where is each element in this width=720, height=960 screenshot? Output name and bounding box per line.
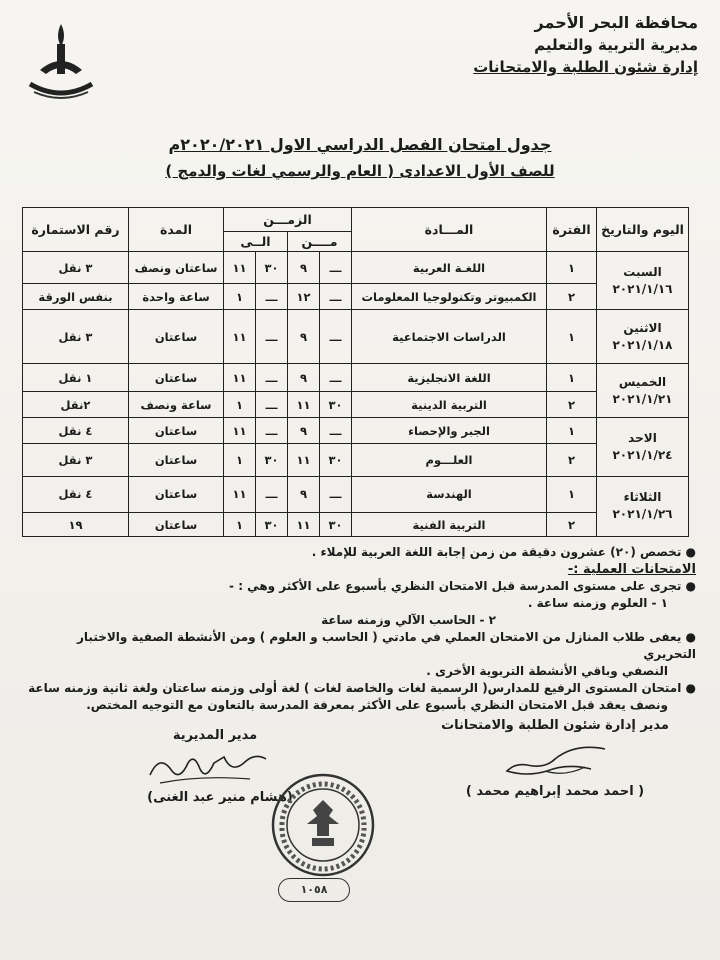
to-hour-cell: ١١: [224, 252, 256, 284]
form-cell: ٣ نقل: [23, 310, 129, 364]
form-cell: ٢نقل: [23, 392, 129, 418]
table-row: [23, 513, 689, 537]
note-high-level-cont: ونصف يعقد قبل الامتحان النظري بأسبوع على الأكثر بمعرفة المدرسة بالتعاون مع التوجيه المختص.: [86, 698, 668, 712]
from-minute-cell: ـــ: [320, 252, 352, 284]
duration-cell: ساعتان: [129, 364, 224, 392]
duration-cell: ساعتان ونصف: [129, 252, 224, 284]
header-period: الفترة: [547, 208, 597, 252]
subject-cell: التربية الفنية: [352, 513, 547, 537]
period-cell: ٢: [547, 513, 597, 537]
table-row: [23, 444, 689, 476]
directorate-manager-title: مدير المديرية: [172, 728, 258, 743]
period-cell: ١: [547, 364, 597, 392]
to-hour-cell: ١: [224, 392, 256, 418]
table-row: [23, 418, 689, 444]
to-minute-cell: ٣٠: [256, 513, 288, 537]
note-high-level: ● امتحان المستوى الرفيع للمدارس( الرسمية لغات والخاصة لغات ) لغة أولى وزمنه ساعتان ولغة ثانية وزمنه ساعة: [28, 681, 696, 695]
department-name: إدارة شئون الطلبة والامتحانات: [473, 58, 698, 76]
from-hour-cell: ١١: [288, 392, 320, 418]
handwritten-signature-icon: [485, 735, 625, 779]
subject-cell: العلـــوم: [352, 444, 547, 476]
period-cell: ١: [547, 418, 597, 444]
to-hour-cell: ١١: [224, 476, 256, 513]
table-row: [23, 476, 689, 513]
subject-cell: الدراسات الاجتماعية: [352, 310, 547, 364]
to-minute-cell: ـــ: [256, 364, 288, 392]
period-cell: ٢: [547, 284, 597, 310]
duration-cell: ساعتان: [129, 513, 224, 537]
duration-cell: ساعتان: [129, 444, 224, 476]
period-cell: ١: [547, 252, 597, 284]
subject-cell: اللغـة العربية: [352, 252, 547, 284]
from-hour-cell: ٩: [288, 476, 320, 513]
form-cell: ١ نقل: [23, 364, 129, 392]
from-hour-cell: ٩: [288, 418, 320, 444]
title-line-2: للصف الأول الاعدادى ( العام والرسمي لغات والدمج ): [165, 162, 555, 180]
affairs-manager-title: مدير إدارة شئون الطلبة والامتحانات: [441, 718, 669, 733]
to-hour-cell: ١١: [224, 310, 256, 364]
day-cell: الخميس ٢٠٢١/١/٢١: [597, 364, 689, 418]
note-arabic-dictation: ● تخصص (٢٠) عشرون دقيقة من زمن إجابة اللغة العربية للإملاء .: [311, 545, 696, 559]
directorate-logo-icon: [20, 18, 102, 104]
subject-cell: الهندسة: [352, 476, 547, 513]
document-title: [150, 132, 570, 184]
exam-schedule-table: [22, 207, 689, 537]
header-time: الزمـــن: [224, 208, 352, 232]
from-hour-cell: ١١: [288, 444, 320, 476]
to-minute-cell: ـــ: [256, 392, 288, 418]
subject-cell: الكمبيوتر وتكنولوجيا المعلومات: [352, 284, 547, 310]
note-home-students-cont: النصفي وباقي الأنشطة التربوية الأخرى .: [426, 664, 668, 678]
official-stamp-icon: [268, 770, 378, 880]
from-minute-cell: ـــ: [320, 310, 352, 364]
practical-exams-heading: الامتحانات العملية :-: [567, 562, 696, 577]
to-hour-cell: ١: [224, 513, 256, 537]
duration-cell: ساعة واحدة: [129, 284, 224, 310]
header-duration: المدة: [129, 208, 224, 252]
duration-cell: ساعتان: [129, 310, 224, 364]
from-hour-cell: ٩: [288, 310, 320, 364]
table-row: [23, 392, 689, 418]
form-cell: ٣ نقل: [23, 252, 129, 284]
duration-cell: ساعة ونصف: [129, 392, 224, 418]
period-cell: ٢: [547, 392, 597, 418]
header-to: الــى: [224, 232, 288, 252]
table-row: [23, 252, 689, 284]
to-hour-cell: ١١: [224, 418, 256, 444]
to-minute-cell: ـــ: [256, 310, 288, 364]
to-minute-cell: ـــ: [256, 284, 288, 310]
form-cell: ٣ نقل: [23, 444, 129, 476]
header-subject: المـــادة: [352, 208, 547, 252]
day-cell: الاحد ٢٠٢١/١/٢٤: [597, 418, 689, 476]
form-cell: بنفس الورقة: [23, 284, 129, 310]
subject-cell: الجبر والإحصاء: [352, 418, 547, 444]
note-practical-science: ١ - العلوم وزمنه ساعة .: [527, 596, 668, 610]
day-cell: الثلاثاء ٢٠٢١/١/٢٦: [597, 476, 689, 537]
to-minute-cell: ـــ: [256, 476, 288, 513]
directorate-name: مديرية التربية والتعليم: [534, 36, 698, 54]
serial-number: ١٠٥٨: [278, 878, 350, 902]
duration-cell: ساعتان: [129, 418, 224, 444]
header-day: اليوم والتاريخ: [597, 208, 689, 252]
duration-cell: ساعتان: [129, 476, 224, 513]
subject-cell: اللغة الانجليزية: [352, 364, 547, 392]
subject-cell: التربية الدينية: [352, 392, 547, 418]
from-minute-cell: ـــ: [320, 284, 352, 310]
period-cell: ٢: [547, 444, 597, 476]
note-practical-computer: ٢ - الحاسب الآلي وزمنه ساعة: [321, 613, 496, 627]
period-cell: ١: [547, 476, 597, 513]
header-form: رقم الاستمارة: [23, 208, 129, 252]
to-hour-cell: ١: [224, 444, 256, 476]
day-cell: السبت ٢٠٢١/١/١٦: [597, 252, 689, 310]
title-line-1: جدول امتحان الفصل الدراسي الاول ٢٠٢٠/٢٠٢١م: [168, 135, 552, 154]
note-home-students: ● يعفى طلاب المنازل من الامتحان العملي في مادتي ( الحاسب و العلوم ) ومن الأنشطة الصفية والاختبار التحريري: [77, 630, 696, 661]
form-cell: ٤ نقل: [23, 418, 129, 444]
form-cell: ٤ نقل: [23, 476, 129, 513]
from-minute-cell: ـــ: [320, 476, 352, 513]
signature-block-affairs: [420, 718, 690, 799]
from-hour-cell: ٩: [288, 252, 320, 284]
period-cell: ١: [547, 310, 597, 364]
directorate-manager-name: (هشام منير عبد الغنى): [147, 790, 293, 805]
from-minute-cell: ٣٠: [320, 392, 352, 418]
to-minute-cell: ٣٠: [256, 444, 288, 476]
affairs-manager-name: ( احمد محمد إبراهيم محمد ): [465, 784, 645, 799]
from-hour-cell: ١٢: [288, 284, 320, 310]
to-minute-cell: ٣٠: [256, 252, 288, 284]
header-block: [438, 12, 698, 78]
notes-section: [26, 544, 696, 714]
to-hour-cell: ١: [224, 284, 256, 310]
day-cell: الاثنين ٢٠٢١/١/١٨: [597, 310, 689, 364]
header-from: مــــن: [288, 232, 352, 252]
from-minute-cell: ـــ: [320, 418, 352, 444]
from-minute-cell: ٣٠: [320, 513, 352, 537]
to-minute-cell: ـــ: [256, 418, 288, 444]
note-practical: ● تجرى على مستوى المدرسة قبل الامتحان النظري بأسبوع على الأكثر وهي : -: [229, 579, 696, 593]
table-row: [23, 284, 689, 310]
from-hour-cell: ٩: [288, 364, 320, 392]
from-minute-cell: ـــ: [320, 364, 352, 392]
to-hour-cell: ١١: [224, 364, 256, 392]
from-hour-cell: ١١: [288, 513, 320, 537]
form-cell: ١٩: [23, 513, 129, 537]
governorate-name: محافظة البحر الأحمر: [534, 13, 698, 32]
table-row: [23, 310, 689, 364]
from-minute-cell: ٣٠: [320, 444, 352, 476]
table-row: [23, 364, 689, 392]
